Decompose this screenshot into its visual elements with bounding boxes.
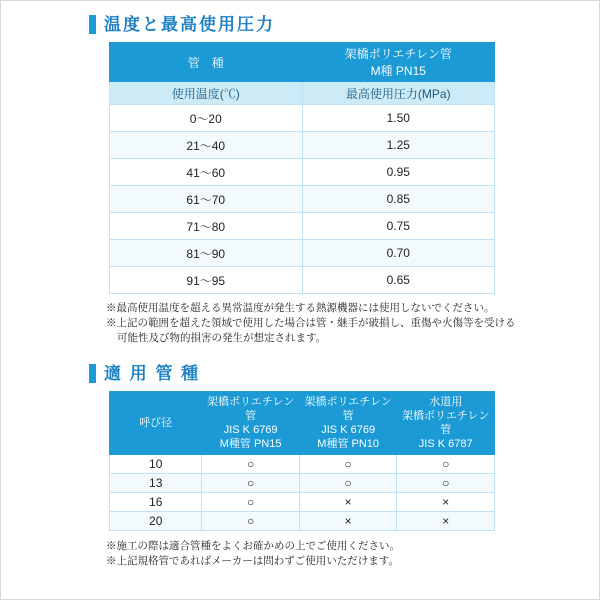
note-line: 可能性及び物的損害の発生が想定されます。 xyxy=(117,332,327,344)
header-text-line1: 水道用 xyxy=(429,396,463,408)
header-text-line1: 架橋ポリエチレン管 xyxy=(344,47,452,61)
note-line: ※最高使用温度を超える異常温度が発生する熱源機器には使用しないでください。 xyxy=(106,302,495,314)
cell-diameter: 10 xyxy=(110,455,202,474)
note-line: ※上記規格管であればメーカーは問わずご使用いただけます。 xyxy=(106,555,399,567)
note-line: ※施工の際は適合管種をよくお確かめの上でご使用ください。 xyxy=(106,540,400,552)
cell-water-supply: × xyxy=(397,512,495,531)
header-text-line1: 呼び径 xyxy=(139,417,173,429)
header-text-line2: M種 PN15 xyxy=(370,64,426,78)
cell-pn10: ○ xyxy=(299,455,397,474)
section2-title: 適 用 管 種 xyxy=(104,364,201,383)
cell-pressure: 0.85 xyxy=(302,186,495,213)
header-text: 管 種 xyxy=(187,55,224,70)
note-line: ※上記の範囲を超えた領域で使用した場合は管・継手が破損し、重傷や火傷等を受ける xyxy=(106,317,516,329)
applicable-pipe-table xyxy=(109,391,495,531)
cell-pressure: 1.25 xyxy=(302,132,495,159)
cell-temperature: 61〜70 xyxy=(110,186,303,213)
cell-pressure: 0.65 xyxy=(302,267,495,294)
cell-temperature: 41〜60 xyxy=(110,159,303,186)
header-cell-water-supply xyxy=(397,392,495,455)
header-cell-pn15 xyxy=(202,392,300,455)
table-row xyxy=(110,512,495,531)
header-text-line3: JIS K 6787 xyxy=(418,438,473,450)
cell-pn15: ○ xyxy=(202,474,300,493)
header-text-line2: JIS K 6769 xyxy=(321,424,376,436)
header-text-line3: M種管 PN15 xyxy=(219,438,282,450)
header-cell-nominal-diameter xyxy=(110,392,202,455)
table-header-row xyxy=(110,43,495,82)
cell-temperature: 0〜20 xyxy=(110,105,303,132)
section2-notes xyxy=(106,539,599,569)
cell-water-supply: ○ xyxy=(397,474,495,493)
cell-diameter: 16 xyxy=(110,493,202,512)
header-cell-pipe-type xyxy=(110,43,303,82)
cell-diameter: 13 xyxy=(110,474,202,493)
cell-pressure: 0.95 xyxy=(302,159,495,186)
header-text-line3: M種管 PN10 xyxy=(317,438,380,450)
cell-pn10: × xyxy=(299,493,397,512)
heading-accent-bar xyxy=(89,364,96,383)
cell-temperature: 21〜40 xyxy=(110,132,303,159)
table-row xyxy=(110,267,495,294)
table-header-row xyxy=(110,392,495,455)
header-text-line1: 架橋ポリエチレン管 xyxy=(304,396,392,422)
table-row xyxy=(110,159,495,186)
table-row xyxy=(110,186,495,213)
header-text-line1: 架橋ポリエチレン管 xyxy=(207,396,295,422)
table-subheader-row xyxy=(110,82,495,105)
temperature-pressure-table xyxy=(109,42,495,294)
table-row xyxy=(110,240,495,267)
section1-title: 温度と最高使用圧力 xyxy=(104,15,275,34)
section-heading-temperature xyxy=(89,15,599,34)
cell-pn10: ○ xyxy=(299,474,397,493)
section-heading-applicable-pipes xyxy=(89,364,599,383)
header-text-line2: 架橋ポリエチレン管 xyxy=(402,410,490,436)
cell-temperature: 71〜80 xyxy=(110,213,303,240)
cell-water-supply: × xyxy=(397,493,495,512)
heading-accent-bar xyxy=(89,15,96,34)
subheader-cell-temperature: 使用温度(℃) xyxy=(110,82,303,105)
table-row xyxy=(110,474,495,493)
cell-water-supply: ○ xyxy=(397,455,495,474)
cell-temperature: 91〜95 xyxy=(110,267,303,294)
table-row xyxy=(110,493,495,512)
cell-pressure: 1.50 xyxy=(302,105,495,132)
cell-temperature: 81〜90 xyxy=(110,240,303,267)
table-row xyxy=(110,213,495,240)
cell-pn15: ○ xyxy=(202,493,300,512)
subheader-cell-pressure: 最高使用圧力(MPa) xyxy=(302,82,495,105)
section1-notes xyxy=(106,301,599,346)
cell-pn10: × xyxy=(299,512,397,531)
cell-pressure: 0.70 xyxy=(302,240,495,267)
header-text-line2: JIS K 6769 xyxy=(223,424,278,436)
cell-pressure: 0.75 xyxy=(302,213,495,240)
table-row xyxy=(110,132,495,159)
cell-pn15: ○ xyxy=(202,455,300,474)
header-cell-pipe-spec xyxy=(302,43,495,82)
cell-diameter: 20 xyxy=(110,512,202,531)
header-cell-pn10 xyxy=(299,392,397,455)
table-row xyxy=(110,105,495,132)
cell-pn15: ○ xyxy=(202,512,300,531)
table-row xyxy=(110,455,495,474)
